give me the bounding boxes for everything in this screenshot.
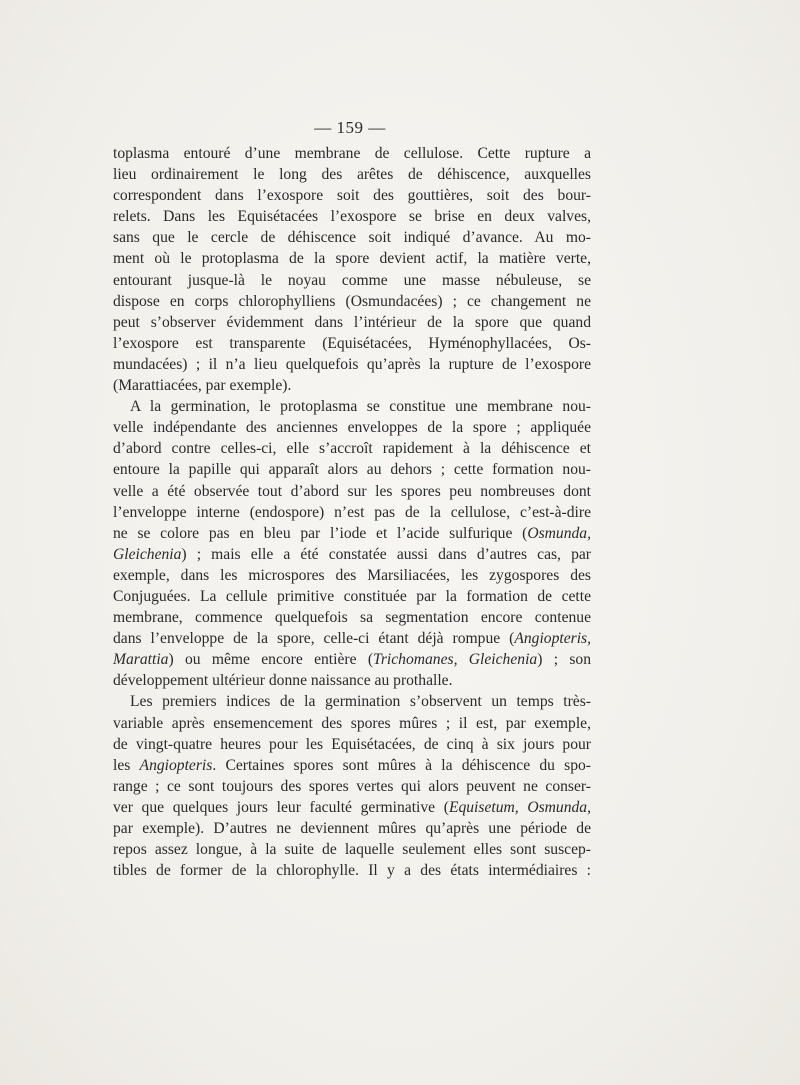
text-line: mundacées) ; il n’a lieu quelquefois qu’après la rupture de l’exospore (113, 355, 591, 373)
text-segment: ) ; mais elle a été constatée aussi dans d’autres cas, par (181, 545, 591, 563)
italic-genus-name: Angiopteris (139, 756, 213, 774)
text-line: (Marattiacées, par exemple). (113, 377, 292, 395)
text-segment: ) ; son (537, 651, 591, 669)
text-segment: ver que quelques jours leur faculté germinative ( (113, 798, 449, 816)
text-line: entoure la papille qui apparaît alors au dehors ; cette formation nou- (113, 461, 591, 479)
text-line: variable après ensemencement des spores mûres ; il est, par exemple, (113, 714, 591, 732)
text-segment: ) ou même encore entière ( (168, 651, 374, 669)
text-line: d’abord contre celles-ci, elle s’accroît rapidement à la déhiscence et (113, 440, 591, 458)
text-line: l’exospore est transparente (Equisétacées, Hyménophyllacées, Os- (113, 334, 591, 352)
text-line (113, 755, 591, 776)
text-line: dispose en corps chlorophylliens (Osmundacées) ; ce changement ne (113, 292, 591, 310)
text-segment: les (113, 756, 140, 774)
text-line: Les premiers indices de la germination s’observent un temps très- (130, 693, 591, 711)
italic-genus-name: Marattia (113, 651, 169, 669)
text-line: velle a été observée tout d’abord sur les spores peu nombreuses dont (113, 482, 591, 500)
paragraph-3 (113, 691, 591, 881)
text-line: correspondent dans l’exospore soit des gouttières, soit des bour- (113, 187, 591, 205)
text-line: A la germination, le protoplasma se constitue une membrane nou- (130, 398, 591, 416)
text-line: de vingt-quatre heures pour les Equisétacées, de cinq à six jours pour (113, 735, 591, 753)
italic-genus-name: Equisetum, Osmunda, (448, 798, 591, 816)
page-number: — 159 — (314, 118, 386, 137)
text-line: exemple, dans les microspores des Marsiliacées, les zygospores des (113, 566, 591, 584)
text-line (113, 523, 591, 544)
text-line: lieu ordinairement le long des arêtes de déhiscence, auxquelles (113, 166, 591, 184)
italic-genus-name: Gleichenia (113, 545, 182, 563)
text-line (113, 628, 591, 649)
text-line: sans que le cercle de déhiscence soit indiqué d’avance. Au mo- (113, 229, 591, 247)
text-line: développement ultérieur donne naissance au prothalle. (113, 672, 453, 690)
text-line: range ; ce sont toujours des spores vertes qui alors peuvent ne conser- (113, 777, 591, 795)
text-line (113, 797, 591, 818)
italic-genus-name: Osmunda, (527, 524, 591, 542)
text-line: tibles de former de la chlorophylle. Il y a des états intermédiaires : (113, 862, 591, 880)
text-line: Conjuguées. La cellule primitive constituée par la formation de cette (113, 587, 591, 605)
text-segment: . Certaines spores sont mûres à la déhiscence du spo- (212, 756, 591, 774)
text-line: velle indépendante des anciennes enveloppes de la spore ; appliquée (113, 419, 591, 437)
text-line (113, 544, 591, 565)
paragraph-1 (113, 143, 591, 396)
text-line: toplasma entouré d’une membrane de cellulose. Cette rupture a (113, 145, 591, 162)
text-line: membrane, commence quelquefois sa segmentation encore contenue (113, 609, 591, 627)
italic-genus-name: Trichomanes, Gleichenia (373, 651, 538, 669)
paragraph-2 (113, 396, 591, 691)
text-line: repos assez longue, à la suite de laquelle seulement elles sont suscep- (113, 841, 591, 859)
italic-genus-name: Angiopteris, (514, 630, 591, 648)
text-segment: ne se colore pas en bleu par l’iode et l’acide sulfurique ( (113, 524, 528, 542)
text-line: l’enveloppe interne (endospore) n’est pas de la cellulose, c’est-à-dire (113, 503, 591, 521)
text-line: relets. Dans les Equisétacées l’exospore se brise en deux valves, (113, 208, 591, 226)
text-line: peut s’observer évidemment dans l’intérieur de la spore que quand (113, 313, 591, 331)
text-line: ment où le protoplasma de la spore devient actif, la matière verte, (113, 250, 591, 268)
text-line: par exemple). D’autres ne deviennent mûres qu’après une période de (113, 820, 591, 837)
text-line: entourant jusque-là le noyau comme une masse nébuleuse, se (113, 271, 591, 289)
text-line (113, 649, 591, 670)
body-text (113, 143, 591, 881)
text-segment: dans l’enveloppe de la spore, celle-ci étant déjà rompue ( (113, 630, 515, 648)
